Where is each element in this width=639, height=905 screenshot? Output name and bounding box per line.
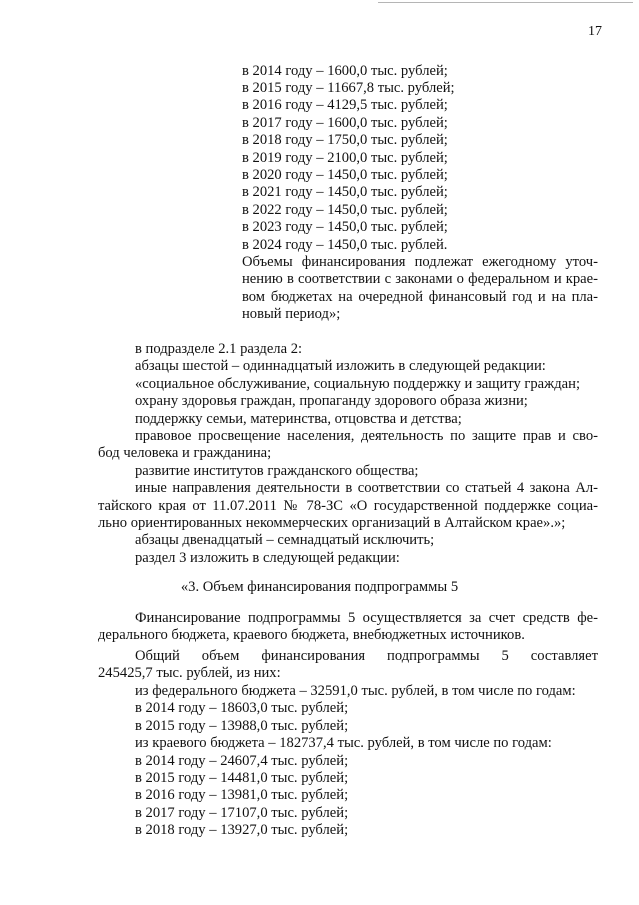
year-line: в 2017 году – 1600,0 тыс. рублей; (242, 115, 448, 131)
federal-year-line: в 2015 году – 13988,0 тыс. рублей; (135, 718, 349, 734)
federal-intro: из федерального бюджета – 32591,0 тыс. рублей, в том числе по годам: (135, 683, 576, 699)
subsection-line: в подразделе 2.1 раздела 2: (135, 341, 303, 357)
section-heading: «3. Объем финансирования подпрограммы 5 (180, 579, 459, 595)
paragraph-line: абзацы шестой – одиннадцатый изложить в следующей редакции: (135, 358, 546, 374)
paragraph-line: иные направления деятельности в соответствии со статьей 4 закона Ал- (135, 480, 598, 496)
paragraph-line: «социальное обслуживание, социальную поддержку и защиту граждан; (135, 376, 581, 392)
volume-note-line: новый период»; (242, 306, 341, 322)
year-line: в 2021 году – 1450,0 тыс. рублей; (242, 184, 448, 200)
financing-line: дерального бюджета, краевого бюджета, внебюджетных источников. (98, 627, 525, 643)
year-line: в 2018 году – 1750,0 тыс. рублей; (242, 132, 448, 148)
year-line: в 2014 году – 1600,0 тыс. рублей; (242, 63, 448, 79)
regional-year-line: в 2016 году – 13981,0 тыс. рублей; (135, 787, 349, 803)
federal-year-line: в 2014 году – 18603,0 тыс. рублей; (135, 700, 349, 716)
paragraph-line: абзацы двенадцатый – семнадцатый исключить; (135, 532, 435, 548)
year-line: в 2016 году – 4129,5 тыс. рублей; (242, 97, 448, 113)
paragraph-line: поддержку семьи, материнства, отцовства и детства; (135, 411, 462, 427)
paragraph-line: охрану здоровья граждан, пропаганду здорового образа жизни; (135, 393, 528, 409)
year-line: в 2015 году – 11667,8 тыс. рублей; (242, 80, 455, 96)
regional-intro: из краевого бюджета – 182737,4 тыс. рублей, в том числе по годам: (135, 735, 552, 751)
page-number: 17 (588, 24, 602, 39)
year-line: в 2022 году – 1450,0 тыс. рублей; (242, 202, 448, 218)
paragraph-line: развитие институтов гражданского общества; (135, 463, 419, 479)
regional-year-line: в 2018 году – 13927,0 тыс. рублей; (135, 822, 349, 838)
financing-total-line: 245425,7 тыс. рублей, из них: (98, 665, 281, 681)
year-line: в 2024 году – 1450,0 тыс. рублей. (242, 237, 448, 253)
regional-year-line: в 2014 году – 24607,4 тыс. рублей; (135, 753, 349, 769)
paragraph-line: правовое просвещение населения, деятельность по защите прав и сво- (135, 428, 598, 444)
volume-note-line: вом бюджетах на очередной финансовый год и на пла- (242, 289, 598, 305)
financing-total-line: Общий объем финансирования подпрограммы 5 составляет (135, 648, 598, 664)
year-line: в 2023 году – 1450,0 тыс. рублей; (242, 219, 448, 235)
paragraph-line: бод человека и гражданина; (98, 445, 272, 461)
year-line: в 2019 году – 2100,0 тыс. рублей; (242, 150, 448, 166)
regional-year-line: в 2017 году – 17107,0 тыс. рублей; (135, 805, 349, 821)
paragraph-line: раздел 3 изложить в следующей редакции: (135, 550, 400, 566)
year-line: в 2020 году – 1450,0 тыс. рублей; (242, 167, 448, 183)
financing-line: Финансирование подпрограммы 5 осуществляется за счет средств фе- (135, 610, 598, 626)
paragraph-line: льно ориентированных некоммерческих организаций в Алтайском крае».»; (98, 515, 566, 531)
volume-note-line: Объемы финансирования подлежат ежегодному уточ- (242, 254, 598, 270)
top-rule (378, 2, 633, 3)
paragraph-line: тайского края от 11.07.2011 № 78-ЗС «О государственной поддержке социа- (98, 498, 598, 514)
regional-year-line: в 2015 году – 14481,0 тыс. рублей; (135, 770, 349, 786)
volume-note-line: нению в соответствии с законами о федеральном и крае- (242, 271, 598, 287)
